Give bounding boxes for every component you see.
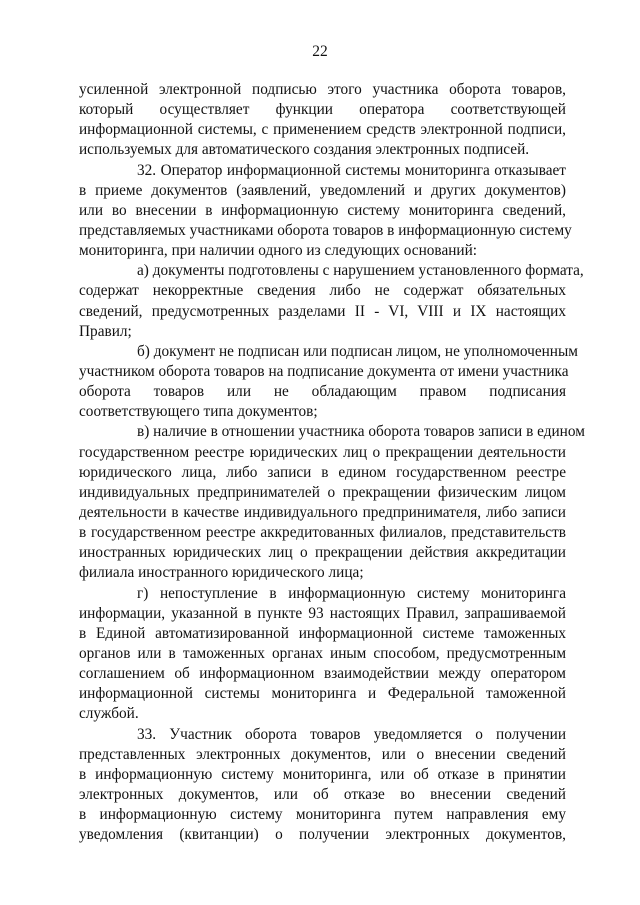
- text-line: который осуществляет функции оператора соответствующей: [79, 101, 566, 119]
- text-line: информационной системы, с применением средств электронной подписи,: [79, 121, 566, 139]
- text-line: юридического лица, либо записи в едином государственном реестре: [79, 463, 566, 481]
- text-line: электронных документов, или об отказе во внесении сведений: [79, 785, 566, 803]
- text-line: в информационную систему мониторинга, или об отказе в принятии: [79, 765, 566, 783]
- text-line: соответствующего типа документов;: [79, 403, 318, 421]
- text-line: Правил;: [79, 322, 132, 340]
- text-line: соглашением об информационном взаимодействии между оператором: [79, 665, 566, 683]
- text-line: содержат некорректные сведения либо не содержат обязательных: [79, 282, 566, 300]
- text-line: в государственном реестре аккредитованных филиалов, представительств: [79, 524, 566, 542]
- text-line: б) документ не подписан или подписан лицом, не уполномоченным: [137, 342, 578, 360]
- text-line: а) документы подготовлены с нарушением установленного формата,: [137, 262, 584, 280]
- page-number: 22: [312, 43, 328, 60]
- text-line: или во внесении в информационную систему мониторинга сведений,: [79, 201, 566, 219]
- text-line: индивидуальных предпринимателей о прекращении физическим лицом: [79, 483, 566, 501]
- text-line: 32. Оператор информационной системы мониторинга отказывает: [137, 161, 566, 179]
- text-line: 33. Участник оборота товаров уведомляется о получении: [137, 725, 566, 743]
- text-line: деятельности в качестве индивидуального предпринимателя, либо записи: [79, 503, 566, 521]
- text-line: сведений, предусмотренных разделами II - VI, VIII и IX настоящих: [79, 302, 566, 320]
- text-line: службой.: [79, 705, 139, 723]
- text-line: в информационную систему мониторинга путем направления ему: [79, 806, 566, 824]
- text-line: информации, указанной в пункте 93 настоящих Правил, запрашиваемой: [79, 604, 566, 622]
- text-line: в Единой автоматизированной информационной системе таможенных: [79, 624, 566, 642]
- text-line: в) наличие в отношении участника оборота товаров записи в едином: [137, 423, 585, 441]
- text-line: мониторинга, при наличии одного из следующих оснований:: [79, 242, 478, 260]
- text-line: оборота товаров или не обладающим правом подписания: [79, 383, 566, 401]
- text-line: используемых для автоматического создания электронных подписей.: [79, 141, 530, 159]
- text-line: представляемых участниками оборота товаров в информационную систему: [79, 221, 572, 239]
- text-line: органов или в таможенных органах иным способом, предусмотренным: [79, 644, 566, 662]
- text-line: уведомления (квитанции) о получении электронных документов,: [79, 826, 566, 844]
- text-line: иностранных юридических лиц о прекращении действия аккредитации: [79, 544, 566, 562]
- text-line: усиленной электронной подписью этого участника оборота товаров,: [79, 81, 566, 98]
- text-line: участником оборота товаров на подписание документа от имени участника: [79, 362, 569, 380]
- text-line: представленных электронных документов, или о внесении сведений: [79, 745, 566, 763]
- text-line: информационной системы мониторинга и Федеральной таможенной: [79, 685, 566, 703]
- document-body: [79, 80, 585, 845]
- text-line: государственном реестре юридических лиц о прекращении деятельности: [79, 443, 566, 461]
- text-line: в приеме документов (заявлений, уведомлений и других документов): [79, 181, 566, 199]
- text-line: г) непоступление в информационную систему мониторинга: [137, 584, 566, 602]
- text-line: филиала иностранного юридического лица;: [79, 564, 364, 582]
